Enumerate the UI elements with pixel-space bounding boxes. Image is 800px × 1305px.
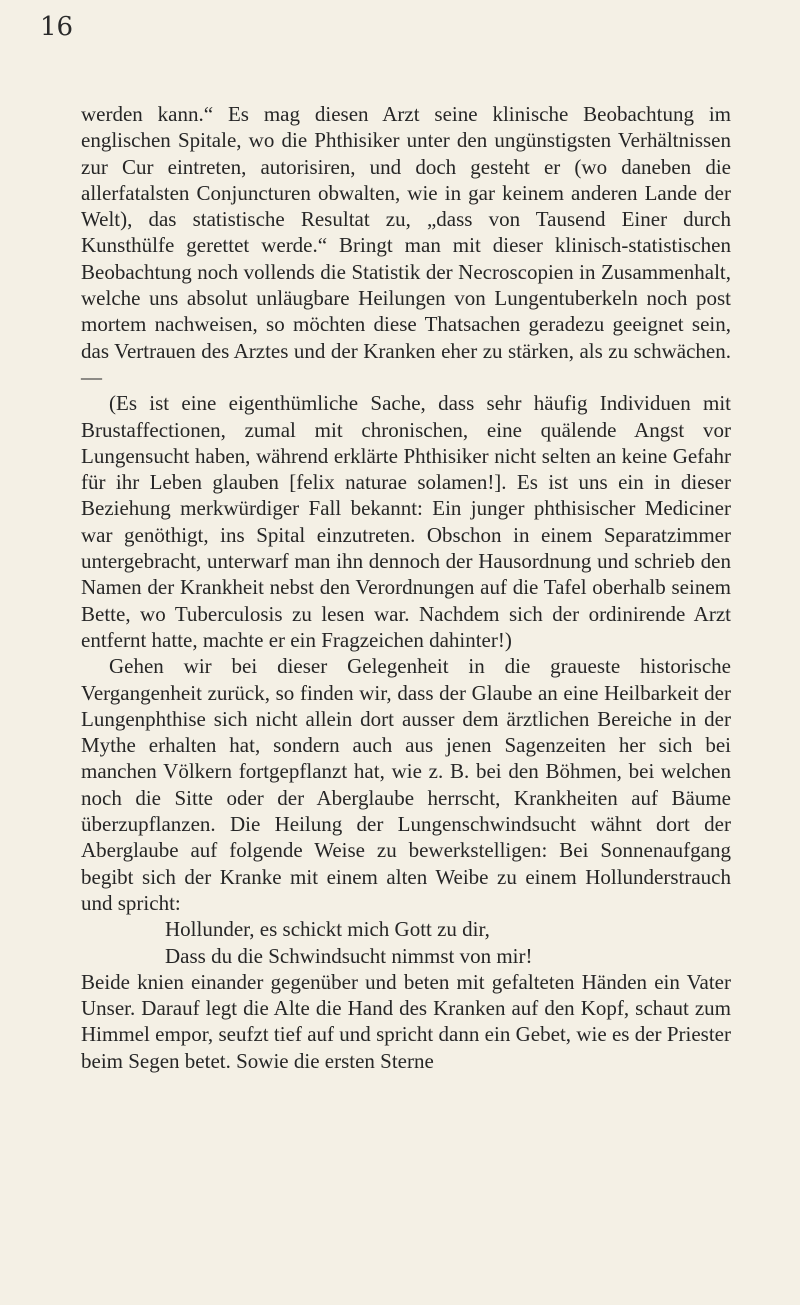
paragraph-ritual: Beide knien einander gegenüber und beten mit gefalteten Händen ein Vater Unser. Darauf legt die Alte die Hand des Kranken auf den Kopf, schaut zum Himmel empor, seufzt tief auf und spricht dann ein Gebet, wie es der Priester beim Segen betet. Sowie die ersten Sterne bbox=[81, 969, 731, 1073]
verse-line: Dass du die Schwindsucht nimmst von mir! bbox=[165, 943, 533, 968]
verse-line: Hollunder, es schickt mich Gott zu dir, bbox=[165, 917, 490, 942]
page-number: 16 bbox=[40, 12, 74, 42]
paragraph-continuation: werden kann.“ Es mag diesen Arzt seine klinische Beobachtung im englischen Spitale, wo die Phthisiker unter den ungünstigsten Verhältnissen zur Cur eintreten, autorisiren, und doch gesteht er (wo daneben die allerfatalsten Conjuncturen obwalten, wie in gar keinem anderen Lande der Welt), das statistische Resultat zu, „dass von Tausend Einer durch Kunsthülfe gerettet werde.“ Bringt man mit dieser klinisch-statistischen Beobachtung noch vollends die Statistik der Necroscopien in Zusammenhalt, welche uns absolut unläugbare Heilungen von Lungentuberkeln noch post mortem nachweisen, so möchten diese Thatsachen geradezu geeignet sein, das Vertrauen des Arztes und der Kranken eher zu stärken, als zu schwächen. — bbox=[81, 102, 731, 389]
verse-block bbox=[81, 916, 731, 969]
paragraph-history: Gehen wir bei dieser Gelegenheit in die graueste historische Vergangenheit zurück, so finden wir, dass der Glaube an eine Heilbarkeit der Lungenphthise sich nicht allein dort ausser dem ärztlichen Bereiche in der Mythe erhalten hat, sondern auch aus jenen Sagenzeiten her sich bei manchen Völkern fortgepflanzt hat, wie z. B. bei den Böhmen, bei welchen noch die Sitte oder der Aberglaube herrscht, Krankheiten auf Bäume überzupflanzen. Die Heilung der Lungenschwindsucht wähnt dort der Aberglaube auf folgende Weise zu bewerkstelligen: Bei Sonnenaufgang begibt sich der Kranke mit einem alten Weibe zu einem Hollunderstrauch und spricht: bbox=[81, 654, 731, 915]
paragraph-parenthetical: (Es ist eine eigenthümliche Sache, dass sehr häufig Individuen mit Brustaffectionen, zumal mit chronischen, eine quälende Angst vor Lungensucht haben, während erklärte Phthisiker nicht selten an keine Gefahr für ihr Leben glauben [felix naturae solamen!]. Es ist uns ein in dieser Beziehung merkwürdiger Fall bekannt: Ein junger phthisischer Mediciner war genöthigt, ins Spital einzutreten. Obschon in einem Separatzimmer untergebracht, unterwarf man ihn dennoch der Hausordnung und schrieb den Namen der Krankheit nebst den Verordnungen auf die Tafel oberhalb seinem Bette, wo Tuberculosis zu lesen war. Nachdem sich der ordinirende Arzt entfernt hatte, machte er ein Fragzeichen dahinter!) bbox=[81, 391, 731, 652]
body-text bbox=[81, 101, 731, 1074]
